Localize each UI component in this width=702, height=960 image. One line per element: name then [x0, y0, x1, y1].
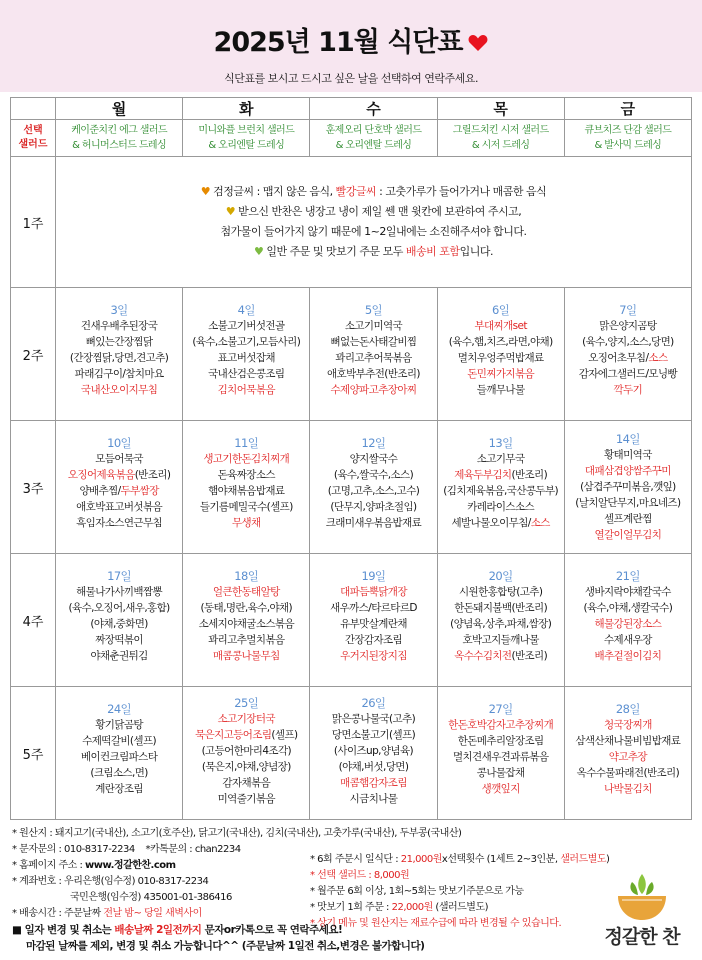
menu-item: 소세지야채굴소스볶음 — [198, 618, 294, 630]
heart-green-icon: ♥ — [254, 245, 264, 258]
menu-item: 깍두기 — [613, 384, 643, 396]
menu-item: 해물나가사끼백짬뽕 — [76, 586, 163, 598]
menu-item: 감자채볶음 — [222, 777, 271, 789]
menu-item: (삼겹주꾸미볶음,깻잎) — [580, 481, 676, 493]
menu-item: 수제떡갈비(셀프) — [82, 735, 156, 747]
menu-date: 11일 — [234, 436, 259, 450]
account-info-2: 국민은행(임수정) 435001-01-386416 — [70, 892, 232, 903]
menu-item-plain-part: 세발나물오이무침/ — [451, 517, 531, 529]
delivery-info: * 배송시간 : 주문날짜 전날 밤~ 당일 새벽사이 — [12, 908, 202, 919]
menu-date: 20일 — [488, 569, 513, 583]
menu-date: 28일 — [615, 702, 640, 716]
menu-item: 양지쌀국수 — [349, 453, 398, 465]
disclaimer-info: * 상기 메뉴 및 원산지는 재료수급에 따라 변경될 수 있습니다. — [310, 918, 562, 929]
corner-cell — [11, 98, 56, 120]
menu-item: 흑임자소스연근무침 — [76, 517, 163, 529]
menu-item: 생깻잎지 — [481, 783, 520, 795]
menu-item: 미역줄기볶음 — [217, 793, 275, 805]
menu-item: 애호박표고버섯볶음 — [76, 501, 163, 513]
menu-item: 한돈호박감자고추장찌개 — [448, 719, 554, 731]
menu-item: 수제새우장 — [604, 634, 652, 646]
menu-item-plain-part: (반조리) — [134, 469, 171, 481]
menu-item: 김치어묵볶음 — [217, 384, 275, 396]
day-header-mon: 월 — [56, 98, 183, 120]
page-subtitle: 식단표를 보시고 드시고 싶은 날을 선택하여 연락주세요. — [224, 72, 478, 85]
menu-cell-wed[interactable] — [310, 421, 437, 554]
menu-item-plain-part: 오징어초무침/ — [588, 352, 649, 364]
price-info: * 6회 주문시 일식단 : 21,000원x선택횟수 (1세트 2~3인분, 샐러드별도) — [310, 854, 610, 865]
menu-date: 25일 — [234, 696, 259, 710]
menu-item: 맑은양지곰탕 — [599, 320, 657, 332]
menu-item: 얼큰한동태알탕 — [212, 586, 280, 598]
notice-line: ♥ 검정글씨 : 맵지 않은 음식, 빨강글씨 : 고춧가루가 들어가거나 매콤한 음식 — [200, 185, 547, 198]
notice-box — [56, 157, 692, 288]
week-label: 2주 — [11, 288, 56, 421]
menu-date: 18일 — [234, 569, 259, 583]
menu-cell-mon[interactable] — [56, 687, 183, 820]
menu-item: 카레라이스소스 — [467, 501, 535, 513]
menu-item: 소고기장터국 — [217, 713, 275, 725]
menu-cell-fri[interactable] — [564, 554, 691, 687]
menu-item-spicy-part: 두부쌈장 — [120, 485, 159, 497]
notice-line: 첨가물이 들어가지 않기 때문에 1~2일내에는 소진해주셔야 합니다. — [220, 225, 527, 238]
contact-info: * 문자문의 : 010-8317-2234 *카톡문의 : chan2234 — [12, 844, 241, 855]
menu-item: 짜장떡볶이 — [95, 634, 143, 646]
salad-option-mon[interactable]: 케이준치킨 에그 샐러드 & 허니머스터드 드레싱 — [56, 120, 183, 157]
menu-date: 21일 — [615, 569, 640, 583]
menu-item: 약고추장 — [608, 751, 647, 763]
menu-item-spicy-part: 옥수수김치전 — [454, 650, 512, 662]
menu-item: 시원한홍합탕(고추) — [458, 586, 543, 598]
menu-date: 6일 — [492, 303, 510, 317]
menu-item: 청국장찌개 — [604, 719, 652, 731]
menu-item — [567, 350, 689, 366]
menu-item: 옥수수물파래전(반조리) — [576, 767, 680, 779]
menu-item: (육수,야채,생칼국수) — [583, 602, 673, 614]
salad-row-label: 선택 샐러드 — [11, 120, 56, 157]
menu-cell-thu[interactable] — [437, 687, 564, 820]
menu-item: 황기닭곰탕 — [95, 719, 143, 731]
salad-option-thu[interactable]: 그릴드치킨 시저 샐러드 & 시저 드레싱 — [437, 120, 564, 157]
menu-date: 24일 — [107, 702, 132, 716]
menu-item: 멸치견새우견과류볶음 — [452, 751, 549, 763]
menu-date: 14일 — [615, 432, 640, 446]
week-row — [11, 421, 692, 554]
menu-item — [185, 727, 307, 743]
heart-icon — [468, 34, 488, 52]
heart-orange-icon: ♥ — [200, 185, 211, 198]
menu-item: 우거지된장지짐 — [340, 650, 407, 662]
notice-line: ♥ 받으신 반찬은 냉장고 냉이 제일 쎈 맨 윗칸에 보관하여 주시고, — [225, 205, 522, 218]
logo-text: 정갈한 찬 — [604, 926, 680, 948]
menu-item — [440, 515, 562, 531]
heart-yellow-icon: ♥ — [225, 205, 236, 218]
menu-date: 19일 — [361, 569, 386, 583]
menu-item: 생바지락야채칼국수 — [584, 586, 671, 598]
brand-logo — [592, 868, 692, 952]
menu-item: 애호박부추전(반조리) — [327, 368, 420, 380]
menu-item: 당면소불고기(셀프) — [331, 729, 416, 741]
title-text: 2025년 11월 식단표 — [213, 27, 463, 58]
menu-item: 대패삼겹양쌈주꾸미 — [584, 465, 671, 477]
day-header-wed: 수 — [310, 98, 437, 120]
footer-right — [310, 852, 610, 932]
menu-item: 소불고기버섯전골 — [208, 320, 285, 332]
menu-item-spicy-part: 소스 — [530, 517, 550, 529]
menu-item: 수제양파고추장아찌 — [330, 384, 417, 396]
menu-item: (고등어한마리4조각) — [201, 745, 291, 757]
menu-item: 부대찌개set — [474, 320, 527, 332]
menu-cell-fri[interactable] — [564, 421, 691, 554]
menu-item: 유부맛살계란채 — [340, 618, 407, 630]
menu-item: 멸치우엉주먹밥재료 — [457, 352, 544, 364]
menu-item-plain-part: (셀프) — [271, 729, 298, 741]
menu-date: 17일 — [107, 569, 132, 583]
menu-item: 호박고지들깨나물 — [462, 634, 539, 646]
menu-date: 5일 — [364, 303, 383, 317]
menu-item: 모듬어묵국 — [95, 453, 143, 465]
menu-date: 12일 — [361, 436, 386, 450]
menu-cell-wed[interactable] — [310, 554, 437, 687]
week-row — [11, 554, 692, 687]
menu-item: 무생채 — [231, 517, 261, 529]
menu-item-spicy-part: 제육두부김치 — [454, 469, 512, 481]
change-notice-line1: ■ 일자 변경 및 취소는 배송날짜 2일전까지 문자or카톡으로 꼭 연락주세요! — [12, 924, 343, 936]
menu-item: (육수,쌀국수,소스) — [333, 469, 414, 481]
menu-item: 매콤콩나물무침 — [212, 650, 280, 662]
menu-cell-thu[interactable] — [437, 554, 564, 687]
menu-item: 시금치나물 — [349, 793, 398, 805]
menu-cell-tue[interactable] — [183, 687, 310, 820]
menu-item: 국내산오이지무침 — [80, 384, 158, 396]
menu-date: 10일 — [107, 436, 132, 450]
menu-date: 26일 — [361, 696, 386, 710]
menu-cell-fri[interactable] — [564, 687, 691, 820]
salad-option-wed[interactable]: 훈제오리 단호박 샐러드 & 오리엔탈 드레싱 — [310, 120, 437, 157]
week-label: 5주 — [11, 687, 56, 820]
menu-item: 계란장조림 — [95, 783, 143, 795]
menu-item: (묵은지,야채,양념장) — [201, 761, 291, 773]
menu-cell-tue[interactable] — [183, 288, 310, 421]
menu-item: 뼈있는간장찜닭 — [85, 336, 153, 348]
menu-item: 한돈메추리알장조림 — [457, 735, 544, 747]
menu-item: 들깨무나물 — [476, 384, 525, 396]
menu-cell-mon[interactable] — [56, 288, 183, 421]
change-notice-line2: 마감된 날짜를 제외, 변경 및 취소 가능합니다^^ (주문날짜 1일전 취소,변경은 불가합니다) — [26, 940, 425, 952]
menu-item-plain-part: (반조리) — [511, 469, 548, 481]
week-label: 4주 — [11, 554, 56, 687]
menu-date: 7일 — [619, 303, 637, 317]
menu-item: (육수,햄,치즈,라면,야채) — [448, 336, 553, 348]
menu-cell-thu[interactable] — [437, 288, 564, 421]
day-header-tue: 화 — [183, 98, 310, 120]
menu-item-spicy-part: 오징어제육볶음 — [67, 469, 135, 481]
menu-item: 국내산검은콩조림 — [208, 368, 285, 380]
menu-cell-tue[interactable] — [183, 554, 310, 687]
menu-item: 배추겉절이김치 — [594, 650, 662, 662]
menu-cell-fri[interactable] — [564, 288, 691, 421]
menu-item: (사이즈up,양념육) — [333, 745, 414, 757]
homepage-info: * 홈페이지 주소 : www.정갈한찬.com — [12, 860, 176, 871]
menu-item: 소고기무국 — [476, 453, 525, 465]
menu-item: (육수,소불고기,모듬사리) — [192, 336, 301, 348]
menu-item: 베이컨크림파스타 — [80, 751, 158, 763]
menu-item: (양념육,상추,파채,쌈장) — [450, 618, 552, 630]
menu-item: 돈육짜장소스 — [217, 469, 275, 481]
menu-item-plain-part: (반조리) — [511, 650, 548, 662]
menu-item: (고명,고추,소스,고수) — [327, 485, 420, 497]
menu-item: 해물강된장소스 — [594, 618, 662, 630]
menu-item: (김치제육볶음,국산콩두부) — [443, 485, 559, 497]
menu-item-plain-part: 양배추찜/ — [79, 485, 121, 497]
order-rule-info: * 월주문 6회 이상, 1회~5회는 맛보기주문으로 가능 — [310, 886, 524, 897]
menu-item: (날치알단무지,마요네즈) — [575, 497, 681, 509]
menu-date: 27일 — [488, 702, 513, 716]
menu-cell-mon[interactable] — [56, 421, 183, 554]
menu-date: 4일 — [237, 303, 255, 317]
day-header-thu: 목 — [437, 98, 564, 120]
homepage-link[interactable]: www.정갈한찬.com — [85, 860, 176, 871]
menu-item: (육수,오징어,새우,홍합) — [68, 602, 170, 614]
menu-item-spicy-part: 소스 — [648, 352, 668, 364]
menu-item — [440, 467, 562, 483]
menu-item: (육수,양지,소스,당면) — [582, 336, 674, 348]
menu-item: 뼈없는돈사태갈비찜 — [330, 336, 417, 348]
change-notice — [12, 922, 612, 954]
menu-item: 생고기한돈김치찌개 — [203, 453, 290, 465]
menu-item: (야채,버섯,당면) — [338, 761, 409, 773]
menu-item: 맑은콩나물국(고추) — [331, 713, 416, 725]
menu-item: 크래미새우볶음밥재료 — [325, 517, 422, 529]
menu-item: 나박물김치 — [604, 783, 652, 795]
menu-item: (크림소스,면) — [90, 767, 148, 779]
menu-date: 13일 — [488, 436, 513, 450]
menu-item: 들기름메밀국수(셀프) — [199, 501, 293, 513]
bowl-icon — [592, 868, 692, 926]
menu-item: 새우까스/타르타르D — [330, 602, 417, 614]
menu-item: (단무지,양파초절임) — [330, 501, 417, 513]
salad-option-tue[interactable]: 미니와플 브런치 샐러드 & 오리엔탈 드레싱 — [183, 120, 310, 157]
day-header-fri: 금 — [564, 98, 691, 120]
menu-item — [440, 648, 562, 664]
menu-item — [58, 483, 180, 499]
salad-option-fri[interactable]: 큐브치즈 단감 샐러드 & 발사믹 드레싱 — [564, 120, 691, 157]
menu-item-spicy-part: 묵은지고등어조림 — [195, 729, 272, 741]
menu-cell-thu[interactable] — [437, 421, 564, 554]
page-title — [0, 20, 702, 59]
menu-item: (동태,명란,육수,야채) — [200, 602, 293, 614]
menu-item: 간장감자조림 — [344, 634, 403, 646]
menu-item — [58, 467, 180, 483]
menu-item: 콩나물잡채 — [476, 767, 525, 779]
menu-cell-tue[interactable] — [183, 421, 310, 554]
menu-item: 꽈리고추어묵볶음 — [335, 352, 412, 364]
menu-item: 삼색산채나물비빔밥재료 — [575, 735, 681, 747]
week-label: 1주 — [11, 157, 56, 288]
menu-cell-wed[interactable] — [310, 288, 437, 421]
notice-line: ♥ 일반 주문 및 맛보기 주문 모두 배송비 포함입니다. — [254, 245, 493, 258]
menu-item: 햄야채볶음밥재료 — [208, 485, 285, 497]
menu-item: 감자에그샐러드/모닝빵 — [578, 368, 678, 380]
menu-item: 표고버섯잡채 — [217, 352, 275, 364]
menu-item: 매콤햄감자조림 — [340, 777, 407, 789]
menu-item: 소고기미역국 — [344, 320, 403, 332]
salad-price-info: * 선택 샐러드 : 8,000원 — [310, 870, 410, 881]
trial-price-info: * 맛보기 1회 주문 : 22,000원 (샐러드별도) — [310, 902, 489, 913]
week-label: 3주 — [11, 421, 56, 554]
menu-table — [10, 97, 692, 820]
menu-item: 황태미역국 — [604, 449, 652, 461]
menu-item: 열갈이얼무김치 — [594, 529, 662, 541]
menu-item: 돈민찌가지볶음 — [467, 368, 535, 380]
week-row — [11, 288, 692, 421]
menu-item: 한돈돼지불백(반조리) — [454, 602, 548, 614]
menu-cell-mon[interactable] — [56, 554, 183, 687]
menu-cell-wed[interactable] — [310, 687, 437, 820]
menu-item: 야채춘권튀김 — [90, 650, 148, 662]
menu-item: 셀프계란찜 — [604, 513, 652, 525]
account-info: * 계좌번호 : 우리은행(임수정) 010-8317-2234 — [12, 876, 209, 887]
menu-item: (간장찜닭,당면,견고추) — [69, 352, 169, 364]
origin-info: * 원산지 : 돼지고기(국내산), 소고기(호주산), 닭고기(국내산), 김치(국내산), 고춧가루(국내산), 두부콩(국내산) — [12, 828, 462, 839]
menu-item: 대파듬뿍닭개장 — [340, 586, 407, 598]
menu-item: (야채,중화면) — [90, 618, 148, 630]
menu-date: 3일 — [110, 303, 128, 317]
menu-item: 꽈리고추멸치볶음 — [208, 634, 285, 646]
menu-item: 파래김구이/참치마요 — [74, 368, 164, 380]
menu-item: 건새우배추된장국 — [80, 320, 158, 332]
week-row — [11, 687, 692, 820]
